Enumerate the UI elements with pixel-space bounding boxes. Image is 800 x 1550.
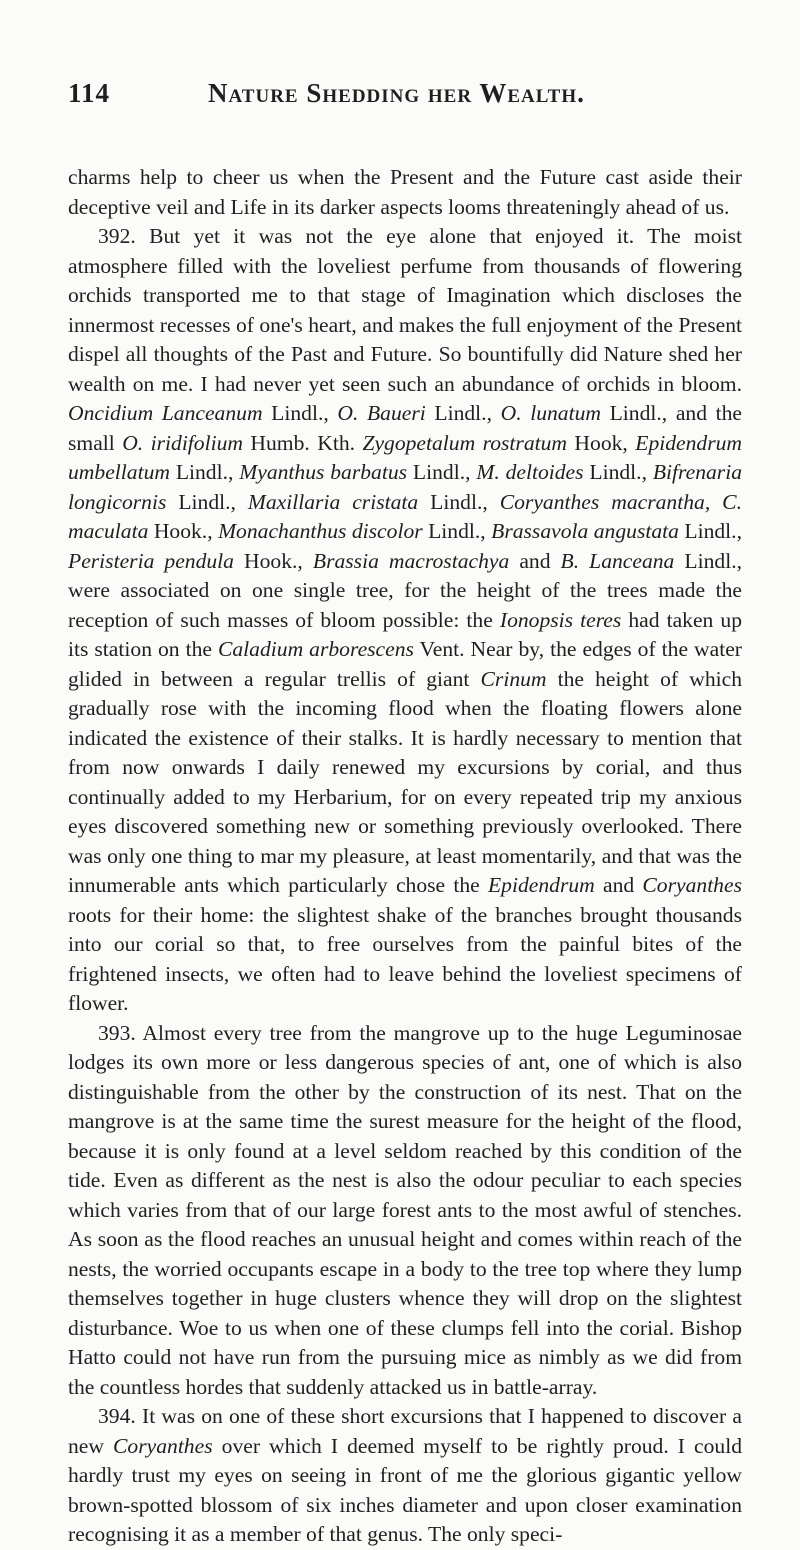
page-header [68, 78, 742, 109]
paragraph-393: 393. Almost every tree from the mangrove up to the huge Leguminosae lodges its own more or less dangerous species of ant, one of which is also distinguishable from the other by the construction of its nest. That on the mangrove is at the same time the surest measure for the height of the flood, because it is only found at a level seldom reached by this condition of the tide. Even as different as the nest is also the odour peculiar to each species which varies from that of our large forest ants to the most awful of stenches. As soon as the flood reaches an unusual height and comes within reach of the nests, the worried occupants escape in a body to the tree top where they lump themselves together in huge clusters whence they will drop on the slightest disturbance. Woe to us when one of these clumps fell into the corial. Bishop Hatto could not have run from the pursuing mice as nimbly as we did from the countless hordes that suddenly attacked us in battle-array. [68, 1020, 742, 1399]
species-name: Brassia macrostachya [312, 548, 510, 573]
species-name: B. Lanceana [560, 548, 675, 573]
paragraph-394: 394. It was on one of these short excursions that I happened to discover a new Coryanthes over which I deemed myself to be rightly proud. I could hardly trust my eyes on seeing in front of me the glorious gigantic yellow brown-spotted blossom of six inches diameter and upon closer examination recognising it as a member of that genus. The only speci- [68, 1404, 742, 1546]
species-name: Epidendrum [487, 873, 595, 897]
species-name: Caladium arborescens [217, 637, 414, 661]
species-name: Bifrenaria longicornis [68, 460, 742, 514]
species-name: Coryanthes [113, 1433, 213, 1458]
species-name: Brassavola angustata [491, 519, 679, 543]
species-name: Coryanthes macrantha, C. maculata [68, 489, 742, 543]
species-name: Ionopsis teres [499, 607, 622, 632]
species-name: Monachanthus discolor [218, 519, 423, 543]
paragraph-392: 392. But yet it was not the eye alone that enjoyed it. The moist atmosphere filled with the loveliest perfume from thousands of flowering orchids transported me to that stage of Imagination which discloses the innermost recesses of one's heart, and makes the full enjoyment of the Present dispel all thoughts of the Past and Future. So bountifully did Nature shed her wealth on me. I had never yet seen such an abundance of orchids in bloom. Oncidium Lanceanum Lindl., O. Baueri Lindl., O. lunatum Lindl., and the small O. iridifolium Humb. Kth. Zygopetalum rostratum Hook, Epidendrum umbellatum Lindl., Myanthus barbatus Lindl., M. deltoides Lindl., Bifrenaria longicornis Lindl., Maxillaria cristata Lindl., Coryanthes macrantha, C. maculata Hook., Monachanthus discolor Lindl., Brassavola angustata Lindl., Peristeria pendula Hook., Brassia macrostachya and B. Lanceana Lindl., were associated on one single tree, for the height of the trees made the reception of such masses of bloom possible: the Ionopsis teres had taken up its station on the Caladium arborescens Vent. Near by, the edges of the water glided in between a regular trellis of giant Crinum the height of which gradually rose with the incoming flood when the floating flowers alone indicated the existence of their stalks. It is hardly necessary to mention that from now onwards I daily renewed my excursions by corial, and thus continually added to my Herbarium, for on every repeated trip my anxious eyes discovered something new or something previously overlooked. There was only one thing to mar my pleasure, at least momentarily, and that was the innumerable ants which particularly chose the Epidendrum and Coryanthes roots for their home: the slightest shake of the branches brought thousands into our corial so that, to free ourselves from the painful bites of the frightened insects, we often had to leave behind the loveliest specimens of flower. [68, 224, 743, 1015]
species-name: M. deltoides [476, 460, 584, 484]
species-name: Coryanthes [642, 873, 742, 897]
species-name: Maxillaria cristata [247, 489, 419, 514]
running-title: Nature Shedding her Wealth. [208, 78, 585, 108]
species-name: Zygopetalum rostratum [362, 430, 568, 455]
species-name: Oncidium Lanceanum [68, 401, 263, 425]
paragraph-continuation: charms help to cheer us when the Present and the Future cast aside their deceptive veil and Life in its darker aspects looms threateningly ahead of us. [68, 165, 742, 219]
species-name: Peristeria pendula [68, 548, 234, 573]
species-name: Myanthus barbatus [239, 460, 408, 484]
species-name: O. lunatum [500, 401, 601, 425]
species-name: Crinum [480, 666, 547, 691]
species-name: O. iridifolium [122, 430, 243, 455]
species-name: O. Baueri [337, 401, 426, 425]
species-name: Epidendrum umbellatum [68, 430, 743, 484]
page-number: 114 [68, 78, 111, 108]
body-text [68, 163, 742, 1550]
